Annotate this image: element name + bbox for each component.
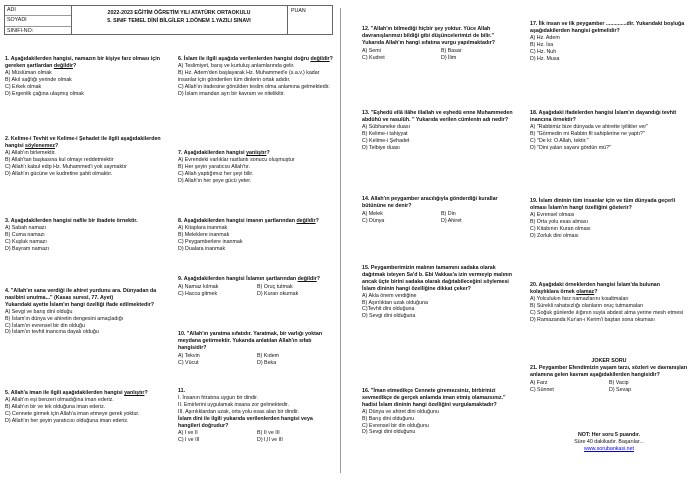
answer-option[interactable]: D) Hz. Musa <box>530 55 560 62</box>
answer-option[interactable]: A) Allah'ın eşi benzeri olmadığına iman ederiz. <box>5 396 114 403</box>
score-box <box>287 6 332 34</box>
question-9 <box>178 276 336 298</box>
answer-option[interactable]: A) Sübhaneke duası <box>362 123 411 130</box>
question-text: 11. <box>178 388 186 394</box>
exam-title <box>72 6 286 34</box>
answer-option[interactable]: A) Evrendeki varlıklar rastlantı sonucu oluşmuştur <box>178 156 295 163</box>
answer-option[interactable]: D) Sevap <box>609 386 632 393</box>
question-10 <box>178 331 336 367</box>
question-6 <box>178 56 336 97</box>
answer-option[interactable]: C) Kelime-i Şehadet <box>362 137 410 144</box>
footer-link[interactable]: www.sorubankasi.net <box>583 445 635 452</box>
question-4 <box>5 288 163 336</box>
question-19 <box>530 198 688 239</box>
answer-option[interactable]: C) Hz. Nuh <box>530 48 557 55</box>
question-3 <box>5 218 163 253</box>
question-16 <box>362 388 520 436</box>
answer-option[interactable]: A) Tekvin <box>178 352 200 359</box>
answer-option[interactable]: C) Cennete girmek için Allah'a iman etmeye gerek yoktur. <box>5 410 140 417</box>
answer-grid <box>362 48 520 62</box>
answer-option[interactable]: B) Oruç tutmak <box>257 283 293 290</box>
question-emphasis: söylenemez <box>25 142 56 149</box>
answer-option[interactable]: B) İslam'ın dünya ve ahiretin dengesini amaçladığı <box>5 315 124 322</box>
question-8 <box>178 218 336 253</box>
question-subtext: İslam dini ile ilgili yukarıda verilenlerden hangisi veya hangileri doğrudur? <box>178 415 313 429</box>
answer-option[interactable]: D) Beka <box>257 359 277 366</box>
answer-option[interactable]: C) I ve III <box>178 437 200 444</box>
name-label: ADI <box>5 6 71 16</box>
answer-option[interactable]: A) Dünya ve ahiret dini olduğunu <box>362 408 439 415</box>
answer-grid <box>178 284 336 298</box>
answer-option[interactable]: C) Kuşluk namazı <box>5 238 47 245</box>
answer-option[interactable]: B) Barış dini olduğunu <box>362 415 415 422</box>
answer-option[interactable]: A) I ve II <box>178 430 198 437</box>
question-text: 5. Allah'a iman ile ilgili aşağıdakilerden hangisi yanlıştır? <box>5 390 148 396</box>
answer-option[interactable]: B) Din <box>441 210 456 217</box>
question-emphasis: değildir <box>53 62 74 69</box>
question-text: 10. "Allah'ın yaratma sıfatıdır. Yaratmak, bir varlığı yoktan meydana getirmektir. Yukarıda anlatılan Allah'ın sıfatı hangisidir? <box>178 331 323 351</box>
answer-option[interactable]: C) Kitabının Kuran olması <box>530 225 591 232</box>
score-label: PUAN <box>291 8 306 14</box>
answer-option[interactable]: D) İlim <box>441 54 457 61</box>
question-emphasis: değildir <box>310 56 330 62</box>
answer-option[interactable]: B) II ve III <box>257 430 280 437</box>
answer-grid <box>530 380 688 394</box>
answer-option[interactable]: D) Dualara inanmak <box>178 245 226 252</box>
answer-option[interactable]: B) Orta yolu esas alması <box>530 218 588 225</box>
answer-option[interactable]: A) Yolculukın farz namazlarını kısaltmaları <box>530 295 629 302</box>
student-info-box <box>5 6 72 34</box>
answer-option[interactable]: A) Semi <box>362 47 381 54</box>
question-2 <box>5 136 163 177</box>
question-subtext: Yukarıda Allah'ın hangi sıfatına vurgu yapılmaktadır? <box>362 39 495 46</box>
answer-option[interactable]: A) Sevgi ve barış dini olduğu <box>5 308 73 315</box>
answer-grid <box>178 353 336 367</box>
answer-option[interactable]: B) Allah'ın bir ve tek olduğuna iman ederiz. <box>5 403 106 410</box>
bonus-title: JOKER SORU <box>591 358 627 364</box>
exam-title-line2: 5. SINIF TEMEL DİNİ BİLGİLER 1.DÖNEM 1.YAZILI SINAVI <box>107 18 251 24</box>
answer-option[interactable]: A) Farz <box>530 379 548 386</box>
question-text: 12. "Allah'ın bilmediği hiçbir şey yoktur. Yüce Allah davranışlarımızı bildiği gibi düşüncelerimizi de bilir." <box>362 26 495 39</box>
answer-option[interactable]: A) Allah'ın birlemektir. <box>5 149 56 156</box>
question-text: 3. Aşağıdakilerden hangisi nafile bir ibadete örnektir. <box>5 218 138 224</box>
question-text: 18. Aşağıdaki ifadelerden hangisi İslam'ın dayandığı tevhit inancına örnektir? <box>530 110 677 123</box>
answer-option[interactable]: C) İslam'ın evrensel bir din olduğu <box>5 322 85 329</box>
answer-option[interactable]: A) Akla önem verdiğine <box>362 292 417 299</box>
question-20 <box>530 282 688 323</box>
question-18 <box>530 110 688 151</box>
answer-option[interactable]: C) "De ki: O Allah, tektir." <box>530 137 589 144</box>
answer-option[interactable]: D) Allah'ın gücüne ve kudretine şahit olmaktır. <box>5 170 113 177</box>
exam-title-line1: 2022-2023 EĞİTİM ÖĞRETİM YILI ATATÜRK ORTAOKULU <box>107 10 251 16</box>
answer-option[interactable]: D) İslam'ın tevhit inancına dayalı olduğu <box>5 329 99 336</box>
answer-option[interactable]: D) Zorluk dini olması <box>530 232 579 239</box>
question-17 <box>530 21 688 62</box>
bonus-question <box>530 358 688 394</box>
answer-option[interactable]: C) Allah'ın iradesine gönülden teslim olma anlamına gelmektedir. <box>178 83 330 90</box>
answer-option[interactable]: A) Müslüman olmak <box>5 69 52 76</box>
statement-line: I. İnsanın fıtratına uygun bir dindir. <box>178 394 259 401</box>
answer-option[interactable]: C)Tevhit dini olduğuna <box>362 306 415 313</box>
answer-option[interactable]: A) Melek <box>362 210 383 217</box>
answer-grid <box>178 430 336 444</box>
answer-option[interactable]: B) Kelime-i tahiyyat <box>362 130 408 137</box>
footer-note <box>530 432 688 453</box>
question-text: 9. Aşağıdakilerden hangisi İslamın şartlarından değildir? <box>178 276 321 282</box>
answer-option[interactable]: A) Hz. Adem <box>530 34 560 41</box>
footer-line-2: Süre 40 dakikadır. Başarılar... <box>574 438 644 445</box>
answer-option[interactable]: C) Hacca gitmek <box>178 290 218 297</box>
answer-option[interactable]: B) Hz. İsa <box>530 41 554 48</box>
answer-option[interactable]: B) Akıl sağlığı yerinde olmak <box>5 76 72 83</box>
answer-option[interactable]: B) Kıdem <box>257 352 280 359</box>
answer-option[interactable]: D) Ergenlik çağına ulaşmış olmak <box>5 90 84 97</box>
answer-option[interactable]: D) Sevgi dini olduğunu <box>362 429 416 436</box>
answer-option[interactable]: D) Ahiret <box>441 217 462 224</box>
answer-option[interactable]: A) Teslimiyet, barış ve kurtuluş anlamlarında gelir. <box>178 62 295 69</box>
question-text: 19. İslam dininin tüm insanlar için ve tüm dünyada geçerli olması İslam'ın hangi özelliğini gösterir? <box>530 198 676 211</box>
answer-option[interactable]: B) "Görmedin mi Rabbin fil sahiplerine ne yaptı?" <box>530 130 645 137</box>
question-text: 21. Peygamber Efendimizin yaşam tarzı, sözleri ve davranışları anlamına gelen kavram aşağıdakilerden hangisidir? <box>530 364 688 378</box>
answer-option[interactable]: C) Peygamberlere inanmak <box>178 238 243 245</box>
answer-option[interactable]: B) Aşırılıktan uzak olduğuna <box>362 299 428 306</box>
answer-option[interactable]: D) "Dini yalan sayanı gördün mü?" <box>530 144 611 151</box>
answer-option[interactable]: D) Allah'ın her şeyin yaratıcısı olduğuna iman ederiz. <box>5 417 129 424</box>
surname-label: SOYADI <box>5 16 71 26</box>
answer-option[interactable]: B) Allah'tan başkasına kul olmayı reddetmektir <box>5 156 114 163</box>
answer-option[interactable]: B) Sürekli rahatsızlığı olanların oruç tutmamaları <box>530 302 644 309</box>
question-emphasis: yanlıştır <box>246 150 267 156</box>
footer-line-1: NOT: Her soru 5 puandır. <box>577 432 641 438</box>
question-5 <box>5 390 163 425</box>
answer-option[interactable]: C) Allah'ı kabul edip Hz. Muhammed'i yok saymaktır <box>5 163 127 170</box>
question-text: 14. Allah'ın peygamber aracılığıyla gönderdiği kurallar bütününe ne denir? <box>362 196 498 209</box>
statement-line: III. Aşırılıklardan uzak, orta yolu esas alan bir dindir. <box>178 408 300 415</box>
answer-option[interactable]: D) Allah'ın her şeye gücü yeter. <box>178 177 252 184</box>
answer-option[interactable]: D) Ramazanda Kur'an-ı Kerim'i baştan sona okuması <box>530 316 655 323</box>
question-text: 2. Kelime-i Tevhit ve Kelime-i Şehadet ile ilgili aşağıdakilerden hangisi söylenemez? <box>5 136 161 149</box>
question-emphasis: değildir <box>297 276 317 282</box>
answer-option[interactable]: B) Hz. Adem'den başlayarak Hz. Muhammed'e (s.a.v.) kadar insanlar için gönderilen tüm dinlerin ortak adıdır. <box>178 69 320 83</box>
answer-option[interactable]: D) Telbiye duası <box>362 144 400 151</box>
exam-header <box>4 5 333 35</box>
answer-option[interactable]: C) Sünnet <box>530 386 554 393</box>
answer-option[interactable]: C) Soğuk günlerde ılığının suyla abdest alma yerine mesh etmesi <box>530 309 684 316</box>
question-text: 13. "Eşhedü ellâ ilâhe illallah ve eşhedü enne Muhammeden abdühû ve rasulüh. " Yukarıda verilen cümlenin adı nedir? <box>362 110 513 123</box>
class-label: SINIFI-NO: <box>7 27 34 34</box>
answer-option[interactable]: D) I,II ve III <box>257 437 283 444</box>
answer-option[interactable]: C) Allah yaptığımız her şeyi bilir. <box>178 170 254 177</box>
answer-option[interactable]: B) Vacip <box>609 379 629 386</box>
answer-option[interactable]: C) Erkek olmak <box>5 83 42 90</box>
question-text: 20. Aşağıdaki örneklerden hangisi İslam'da bulunan kolaylıklara örnek olamaz? <box>530 282 660 295</box>
question-emphasis: olamaz <box>576 288 595 295</box>
answer-option[interactable]: A) Kitaplara inanmak <box>178 224 228 231</box>
answer-option[interactable]: C) Dünya <box>362 217 385 224</box>
question-emphasis: yanlıştır <box>124 390 145 396</box>
answer-option[interactable]: C) Evrensel bir din olduğunu <box>362 422 429 429</box>
answer-option[interactable]: A) Sabah namazı <box>5 224 46 231</box>
answer-option[interactable]: B) Basar <box>441 47 462 54</box>
question-11 <box>178 388 336 444</box>
column-divider <box>340 8 341 473</box>
question-14 <box>362 196 520 225</box>
answer-option[interactable]: C) Vücut <box>178 359 199 366</box>
question-13 <box>362 110 520 151</box>
question-text: 17. İlk insan ve ilk peygamber ..............dir. Yukarıdaki boşluğa aşağıdakilerden hangisi gelmelidir? <box>530 21 685 34</box>
question-emphasis: değildir <box>296 218 316 224</box>
question-text: 7. Aşağıdakilerden hangisi yanlıştır? <box>178 150 270 156</box>
question-12 <box>362 26 520 62</box>
answer-option[interactable]: D) İslam imandan ayrı bir kavram ve nitelikitir. <box>178 90 285 97</box>
question-text: 15. Peygamberimizin malının tamamını sadaka olarak dağıtmak isteyen Sa'd b. Ebi Vakkas'a izin vermeyip malının ancak üçte birini sadaka olarak dağıtabileceğini söylemesi İslam dininin hangi özelliğine dikkat çeker? <box>362 265 513 292</box>
question-text: 16. "İman etmedikçe Cennete giremezsiniz, birbirinizi sevmedikçe de gerçek anlamda iman etmiş olamazsınız." hadisi İslam dininin hangi özelliğini vurgulamaktadır? <box>362 388 506 408</box>
question-text: 6. İslam ile ilgili aşağıda verilenlerden hangisi doğru değildir? <box>178 56 333 62</box>
answer-option[interactable]: B) Meleklere inanmak <box>178 231 230 238</box>
answer-option[interactable]: A) "Rabbimiz bize dünyada ve ahirette iyilikler ver" <box>530 123 648 130</box>
question-text: 8. Aşağıdakilerden hangisi imanın şartlarından değildir? <box>178 218 319 224</box>
question-text: 4. "Allah'ın sana verdiği ile ahiret yurdunu ara. Dünyadan da nasibini unutma..." (Kasas suresi, 77. Ayet) <box>5 288 157 301</box>
question-subtext: Yukarıdaki ayette İslam'ın hangi özelliği ifade edilmektedir? <box>5 301 155 308</box>
answer-option[interactable]: D) Bayram namazı <box>5 245 50 252</box>
answer-option[interactable]: B) Cuma namazı <box>5 231 45 238</box>
statement-line: II. Emirlerini uygulamak insana zor gelmektedir. <box>178 401 289 408</box>
answer-grid <box>362 211 520 225</box>
question-15 <box>362 265 520 320</box>
question-7 <box>178 150 336 185</box>
question-1 <box>5 56 163 97</box>
answer-option[interactable]: D) Sevgi dini olduğuna <box>362 313 416 320</box>
question-text: 1. Aşağıdakilerden hangisi, namazın bir kişiye farz olması için gereken şartlardan değildir? <box>5 56 160 69</box>
answer-option[interactable]: A) Namaz kılmak <box>178 283 219 290</box>
answer-option[interactable]: D) Kuran okumak <box>257 290 299 297</box>
answer-option[interactable]: C) Kudret <box>362 54 385 61</box>
answer-option[interactable]: B) Her şeyin yaratıcısı Allah'tır. <box>178 163 250 170</box>
answer-option[interactable]: A) Evrensel olması <box>530 211 575 218</box>
